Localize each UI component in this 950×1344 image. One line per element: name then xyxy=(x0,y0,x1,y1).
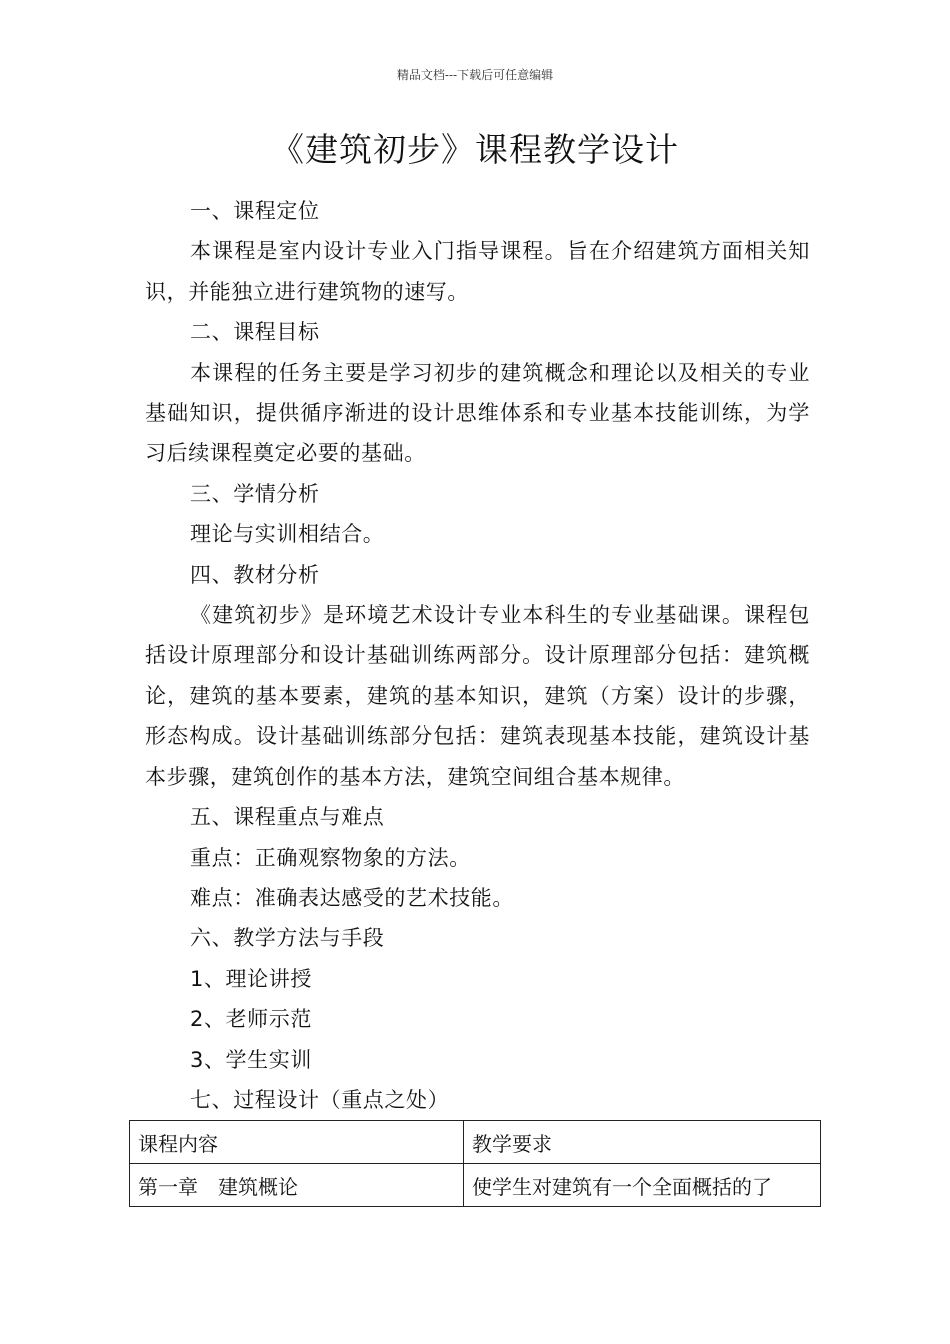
paragraph-learner-analysis: 理论与实训相结合。 xyxy=(190,522,385,547)
table-cell: 使学生对建筑有一个全面概括的了 xyxy=(464,1164,821,1207)
table-header-cell: 课程内容 xyxy=(130,1121,464,1164)
section-heading-learner-analysis: 三、学情分析 xyxy=(190,481,320,506)
section-heading-methods: 六、教学方法与手段 xyxy=(190,926,385,951)
table-row xyxy=(130,1164,821,1207)
list-item-method-3: 3、学生实训 xyxy=(190,1047,312,1072)
list-item-method-1: 1、理论讲授 xyxy=(190,966,312,991)
table-header-cell: 教学要求 xyxy=(464,1121,821,1164)
paragraph-textbook-analysis: 《建筑初步》是环境艺术设计专业本科生的专业基础课。课程包括设计原理部分和设计基础训练两部分。设计原理部分包括：建筑概论，建筑的基本要素，建筑的基本知识，建筑（方案）设计的步骤，形态构成。设计基础训练部分包括：建筑表现基本技能，建筑设计基本步骤，建筑创作的基本方法，建筑空间组合基本规律。 xyxy=(145,603,810,789)
section-heading-positioning: 一、课程定位 xyxy=(190,199,320,223)
section-heading-goals: 二、课程目标 xyxy=(190,320,320,345)
section-heading-textbook-analysis: 四、教材分析 xyxy=(190,562,320,587)
section-heading-key-points: 五、课程重点与难点 xyxy=(190,805,385,830)
paragraph-key-point: 重点：正确观察物象的方法。 xyxy=(190,845,471,870)
paragraph-positioning: 本课程是室内设计专业入门指导课程。旨在介绍建筑方面相关知识，并能独立进行建筑物的速写。 xyxy=(145,239,810,304)
document-title: 《建筑初步》课程教学设计 xyxy=(271,130,679,169)
table-cell: 第一章 建筑概论 xyxy=(130,1164,464,1207)
document-body xyxy=(145,191,810,1120)
paragraph-goals: 本课程的任务主要是学习初步的建筑概念和理论以及相关的专业基础知识，提供循序渐进的设计思维体系和专业基本技能训练，为学习后续课程奠定必要的基础。 xyxy=(145,360,810,466)
paragraph-difficulty: 难点：准确表达感受的艺术技能。 xyxy=(190,885,514,910)
list-item-method-2: 2、老师示范 xyxy=(190,1007,312,1032)
table-header-row xyxy=(130,1121,821,1164)
process-design-table xyxy=(129,1120,821,1207)
section-heading-process-design: 七、过程设计（重点之处） xyxy=(190,1087,450,1112)
page-header: 精品文档---下载后可任意编辑 xyxy=(396,68,554,82)
